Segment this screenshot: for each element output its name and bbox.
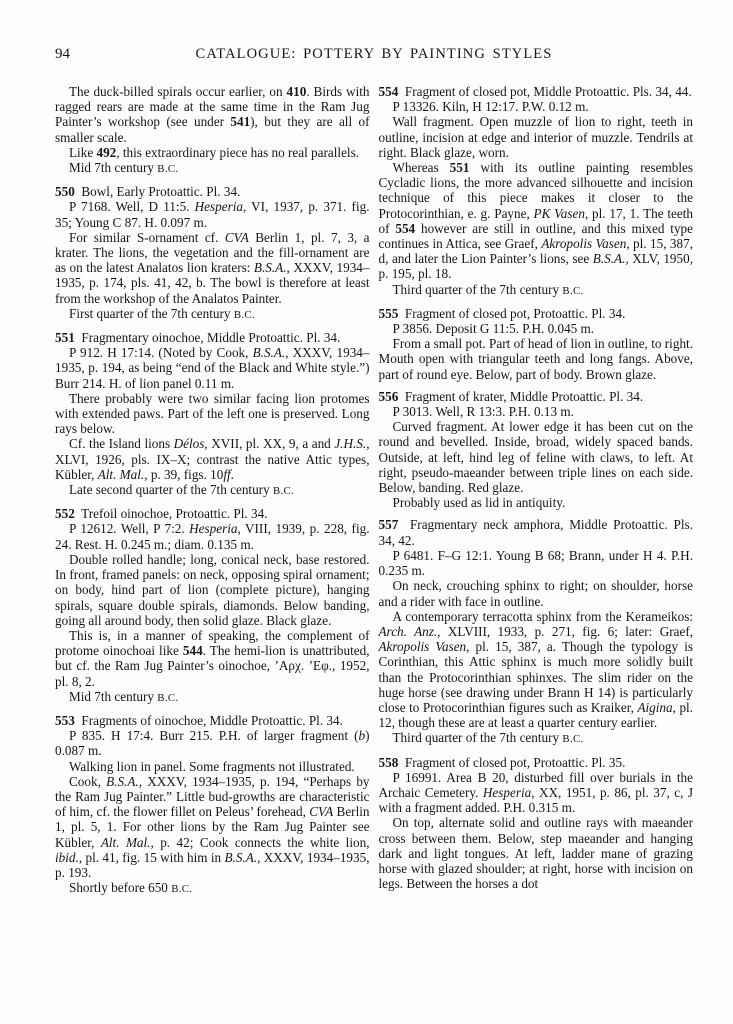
paragraph: Mid 7th century B.C. xyxy=(69,688,179,704)
paragraph: First quarter of the 7th century B.C. xyxy=(69,305,255,321)
paragraph: Mid 7th century B.C. xyxy=(69,160,179,176)
paragraph: Shortly before 650 B.C. xyxy=(69,880,193,896)
paragraph: P 6481. F–G 12:1. Young B 68; Brann, under H 4. P.H. 0.235 m. xyxy=(378,547,693,579)
entry-heading: 550 Bowl, Early Protoattic. Pl. 34. xyxy=(55,184,241,200)
entry-heading: 554 Fragment of closed pot, Middle Protoattic. Pls. 34, 44. xyxy=(378,84,692,99)
page-number: 94 xyxy=(55,46,70,62)
paragraph: Late second quarter of the 7th century B.C. xyxy=(69,482,295,498)
paragraph: P 912. H 17:14. (Noted by Cook, B.S.A., XXXV, 1934–1935, p. 194, as being “end of the Black and White style.”) Burr 214. H. of lion panel 0.11 m. xyxy=(55,345,370,391)
entry-heading: 553 Fragments of oinochoe, Middle Protoattic. Pl. 34. xyxy=(55,712,343,728)
paragraph: P 3013. Well, R 13:3. P.H. 0.13 m. xyxy=(392,404,574,420)
paragraph: Wall fragment. Open muzzle of lion to right, teeth in outline, incision at edge and interior of muzzle. Tendrils at right. Black glaze, worn. xyxy=(378,114,693,160)
paragraph: P 3856. Deposit G 11:5. P.H. 0.045 m. xyxy=(392,321,595,337)
paragraph: Third quarter of the 7th century B.C. xyxy=(392,730,584,746)
paragraph: On top, alternate solid and outline rays with maeander cross between them. Below, step maeander and hanging dark and light tongues. At left, ladder mane of grazing horse with glazed shoulder; at right, horse with incision on legs. Between the horses a dot xyxy=(378,815,693,892)
entry-heading: 552 Trefoil oinochoe, Protoattic. Pl. 34. xyxy=(55,506,268,522)
text-columns xyxy=(55,84,693,897)
entry-heading: 556 Fragment of krater, Middle Protoattic. Pl. 34. xyxy=(378,388,644,404)
paragraph: Whereas 551 with its outline painting resembles Cycladic lions, the more advanced silhouette and incision technique of this piece makes it closer to the Protocorinthian, e. g. Payne, PK Vasen, pl. 17, 1. The teeth of 554 however are still in outline, and this mixed type continues in Attica, see Graef, Akropolis Vasen, pl. 15, 387, d, and later the Lion Painter’s lions, see B.S.A., XLV, 1950, p. 195, pl. 18. xyxy=(378,160,694,282)
paragraph: Like 492, this extraordinary piece has no real parallels. xyxy=(69,144,360,160)
paragraph: From a small pot. Part of head of lion in outline, to right. Mouth open with triangular teeth and long fangs. Above, part of round eye. Below, part of body. Brown glaze. xyxy=(378,336,693,382)
entry-heading: 558 Fragment of closed pot, Protoattic. Pl. 35. xyxy=(378,754,626,770)
paragraph: Cook, B.S.A., XXXV, 1934–1935, p. 194, “Perhaps by the Ram Jug Painter.” Little bud-growths are characteristic of him, cf. the flower fillet on Peleus’ forehead, CVA Berlin 1, pl. 5, 1. For other lions by the Ram Jug Painter see Kübler, Alt. Mal., p. 42; Cook connects the white lion, ibid., pl. 41, fig. 15 with him in B.S.A., XXXV, 1934–1935, p. 193. xyxy=(55,773,370,880)
paragraph: P 13326. Kiln, H 12:17. P.W. 0.12 m. xyxy=(392,99,589,115)
running-head: CATALOGUE: POTTERY BY PAINTING STYLES xyxy=(195,46,553,62)
page-header xyxy=(55,46,693,66)
left-column xyxy=(55,84,370,897)
paragraph: Cf. the Island lions Délos, XVII, pl. XX, 9, a and J.H.S., XLVI, 1926, pls. IX–X; contrast the native Attic types, Kübler, Alt. Mal., p. 39, figs. 10ff. xyxy=(55,436,370,482)
entry-heading: 551 Fragmentary oinochoe, Middle Protoattic. Pl. 34. xyxy=(55,330,341,346)
paragraph: P 835. H 17:4. Burr 215. P.H. of larger fragment (b) 0.087 m. xyxy=(55,728,370,759)
right-column xyxy=(379,84,694,897)
entry-heading: 555 Fragment of closed pot, Protoattic. Pl. 34. xyxy=(378,305,626,321)
paragraph: P 16991. Area B 20, disturbed fill over burials in the Archaic Cemetery. Hesperia, XX, 1951, p. 86, pl. 37, c, J with a fragment added. P.H. 0.315 m. xyxy=(378,769,693,816)
paragraph: Third quarter of the 7th century B.C. xyxy=(392,281,584,297)
paragraph: Probably used as lid in antiquity. xyxy=(392,495,566,511)
paragraph: A contemporary terracotta sphinx from the Kerameikos: Arch. Anz., XLVIII, 1933, p. 271, fig. 6; later: Graef, Akropolis Vasen, pl. 15, 387, a. Though the typology is Corinthian, this Attic sphinx is much more solidly built than the Protocorinthian sphinxes. The slim rider on the huge horse (see drawing under Brann H 14) is particularly close to Protocorinthian figures such as Kraiker, Aigina, pl. 12, though these are at least a quarter century earlier. xyxy=(378,608,694,731)
paragraph: Walking lion in panel. Some fragments not illustrated. xyxy=(69,758,355,774)
entry-heading: 557 Fragmentary neck amphora, Middle Protoattic. Pls. 34, 42. xyxy=(378,517,693,548)
paragraph: For similar S-ornament cf. CVA Berlin 1, pl. 7, 3, a krater. The lions, the vegetation and the fill-ornament are as on the latest Analatos lion kraters: B.S.A., XXXV, 1934–1935, p. 174, pls. 41, 42, b. The bowl is therefore at least from the workshop of the Analatos Painter. xyxy=(55,229,370,306)
paragraph: P 7168. Well, D 11:5. Hesperia, VI, 1937, p. 371. fig. 35; Young C 87. H. 0.097 m. xyxy=(55,199,370,230)
paragraph: There probably were two similar facing lion protomes with extended paws. Part of the left one is preserved. Long rays below. xyxy=(55,390,370,437)
paragraph: This is, in a manner of speaking, the complement of protome oinochoai like 544. The hemi-lion is unattributed, but cf. the Ram Jug Painter’s oinochoe, ’Αρχ. ’Εφ., 1952, pl. 8, 2. xyxy=(55,627,370,689)
paragraph: The duck-billed spirals occur earlier, on 410. Birds with ragged rears are made at the same time in the Ram Jug Painter’s workshop (see under 541), but they are all of smaller scale. xyxy=(55,84,370,145)
paragraph: Curved fragment. At lower edge it has been cut on the round and bevelled. Inside, broad, widely spaced bands. Outside, at left, hind leg of feline with claws, to left. At right, pseudo-maeander between triple lines on each side. Below, banding. Red glaze. xyxy=(378,419,693,496)
paragraph: On neck, crouching sphinx to right; on shoulder, horse and a rider with face in outline. xyxy=(378,578,693,609)
paragraph: Double rolled handle; long, conical neck, base restored. In front, framed panels: on neck, opposing spiral ornament; on body, hind part of lion (complete picture), hanging spirals, square double spirals, diamonds. Below banding, going all around body, then solid glaze. Black glaze. xyxy=(55,551,370,628)
paragraph: P 12612. Well, P 7:2. Hesperia, VIII, 1939, p. 228, fig. 24. Rest. H. 0.245 m.; diam. 0.135 m. xyxy=(55,521,370,552)
